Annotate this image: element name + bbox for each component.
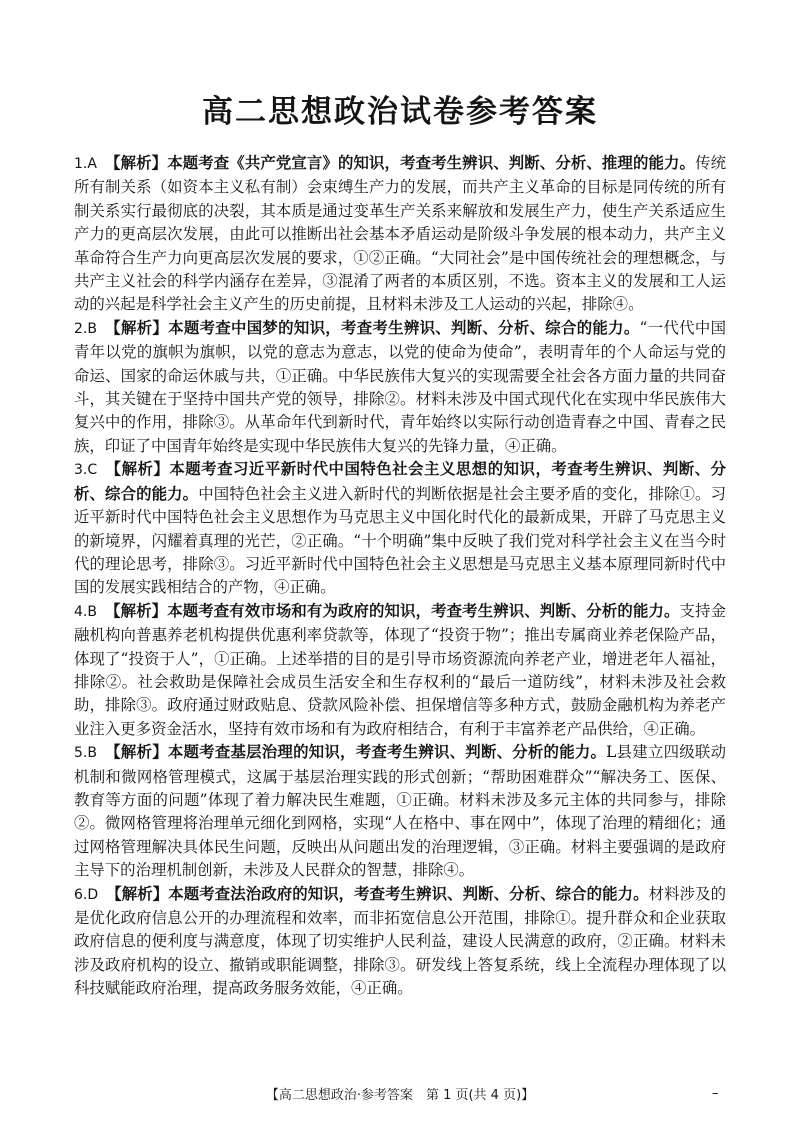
question-number: 4. (74, 603, 88, 620)
answer-item-4 (74, 600, 726, 741)
answer-item-1 (74, 152, 726, 317)
footer-mark: – (712, 1086, 719, 1101)
answer-item-2 (74, 317, 726, 458)
question-summary: 本题考查中国梦的知识，考查考生辨识、判断、分析、综合的能力。 (168, 318, 640, 337)
question-summary: 本题考查基层治理的知识，考查考生辨识、判断、分析的能力。 (167, 743, 607, 762)
page-footer: 【高二思想政治·参考答案 第 1 页(共 4 页)】 (265, 1088, 535, 1103)
answer-letter: D (87, 886, 99, 903)
analysis-body: “一代代中国青年以党的旗帜为旗帜，以党的意志为意志，以党的使命为使命”，表明青年的个人命运与党的命运、国家的命运休戚与共，①正确。中华民族伟大复兴的实现需要全社会各方面力量的共同奋斗，其关键在于坚持中国共产党的领导，排除②。材料未涉及中国式现代化在实现中华民族伟大复兴中的作用，排除③。从革命年代到新时代，青年始终以实际行动创造青春之中国、青春之民族，印证了中国青年始终是实现中华民族伟大复兴的先锋力量，④正确。 (74, 318, 726, 455)
analysis-body: 传统所有制关系（如资本主义私有制）会束缚生产力的发展，而共产主义革命的目标是同传统的所有制关系实行最彻底的决裂，其本质是通过变革生产关系来解放和发展生产力，使生产关系适应生产力的更高层次发展，由此可以推断出社会基本矛盾运动是阶级斗争发展的根本动力，共产主义革命符合生产力向更高层次发展的要求，①②正确。“大同社会”是中国传统社会的理想概念，与共产主义社会的科学内涵存在差异，③混淆了两者的本质区别，不选。资本主义的发展和工人运动的兴起是科学社会主义产生的历史前提，且材料未涉及工人运动的兴起，排除④。 (74, 154, 726, 314)
question-summary: 本题考查习近平新时代中国特色社会主义思想的知识，考查考生辨识、判断、分析、综合的能力。 (74, 460, 726, 503)
answer-item-5 (74, 741, 726, 882)
analysis-tag: 【解析】 (106, 884, 169, 903)
question-number: 5. (74, 745, 88, 762)
question-number: 3. (74, 462, 88, 479)
analysis-tag: 【解析】 (104, 154, 168, 172)
analysis-tag: 【解析】 (104, 743, 168, 762)
question-number: 1. (74, 156, 88, 172)
answer-item-3 (74, 458, 726, 599)
analysis-body: L县建立四级联动机制和微网格管理模式，这属于基层治理实践的形式创新；“帮助困难群众”“解决务工、医保、教育等方面的问题”体现了着力解决民生难题，①正确。材料未涉及多元主体的共同参与，排除②。微网格管理将治理单元细化到网格，实现“人在格中、事在网中”，体现了治理的精细化；通过网格管理解决具体民生问题，反映出从问题出发的治理逻辑，③正确。材料主要强调的是政府主导下的治理机制创新，未涉及人民群众的智慧，排除④。 (74, 743, 726, 880)
analysis-body: 支持金融机构向普惠养老机构提供优惠利率贷款等，体现了“投资于物”；推出专属商业养老保险产品，体现了“投资于人”，①正确。上述举措的目的是引导市场资源流向养老产业，增进老年人福祉，排除②。社会救助是保障社会成员生活安全和生存权利的“最后一道防线”，材料未涉及社会救助，排除③。政府通过财政贴息、贷款风险补偿、担保增信等多种方式，鼓励金融机构为养老产业注入更多资金活水，坚持有效市场和有为政府相结合，有利于丰富养老产品供给，④正确。 (74, 601, 726, 738)
question-summary: 本题考查《共产党宣言》的知识，考查考生辨识、判断、分析、推理的能力。 (167, 154, 696, 172)
analysis-tag: 【解析】 (104, 318, 169, 337)
answer-item-6 (74, 883, 726, 1001)
analysis-body: 材料涉及的是优化政府信息公开的办理流程和效率，而非拓宽信息公开范围，排除①。提升群众和企业获取政府信息的便利度与满意度，体现了切实维护人民利益，建设人民满意的政府，②正确。材料未涉及政府机构的设立、撤销或职能调整，排除③。研发线上答复系统，线上全流程办理体现了以科技赋能政府治理，提高政务服务效能，④正确。 (74, 884, 726, 998)
answer-letter: C (87, 462, 98, 479)
question-summary: 本题考查法治政府的知识，考查考生辨识、判断、分析、综合的能力。 (168, 884, 649, 903)
answer-letter: B (87, 745, 97, 762)
analysis-tag: 【解析】 (104, 601, 168, 620)
question-summary: 本题考查有效市场和有为政府的知识，考查考生辨识、判断、分析的能力。 (167, 601, 680, 620)
answer-list (74, 152, 726, 1001)
answer-letter: A (87, 156, 97, 172)
question-number: 2. (74, 320, 88, 337)
analysis-body: 中国特色社会主义进入新时代的判断依据是社会主要矛盾的变化，排除①。习近平新时代中国特色社会主义思想作为马克思主义中国化时代化的最新成果，开辟了马克思主义的新境界，闪耀着真理的光芒，②正确。“十个明确”集中反映了我们党对科学社会主义在当今时代的理论思考，排除③。习近平新时代中国特色社会主义思想是马克思主义基本原理同新时代中国的发展实践相结合的产物，④正确。 (74, 484, 726, 597)
page-title: 高二思想政治试卷参考答案 (202, 94, 598, 130)
question-number: 6. (74, 886, 88, 903)
answer-letter: B (87, 320, 97, 337)
analysis-tag: 【解析】 (105, 460, 170, 479)
answer-letter: B (87, 603, 97, 620)
